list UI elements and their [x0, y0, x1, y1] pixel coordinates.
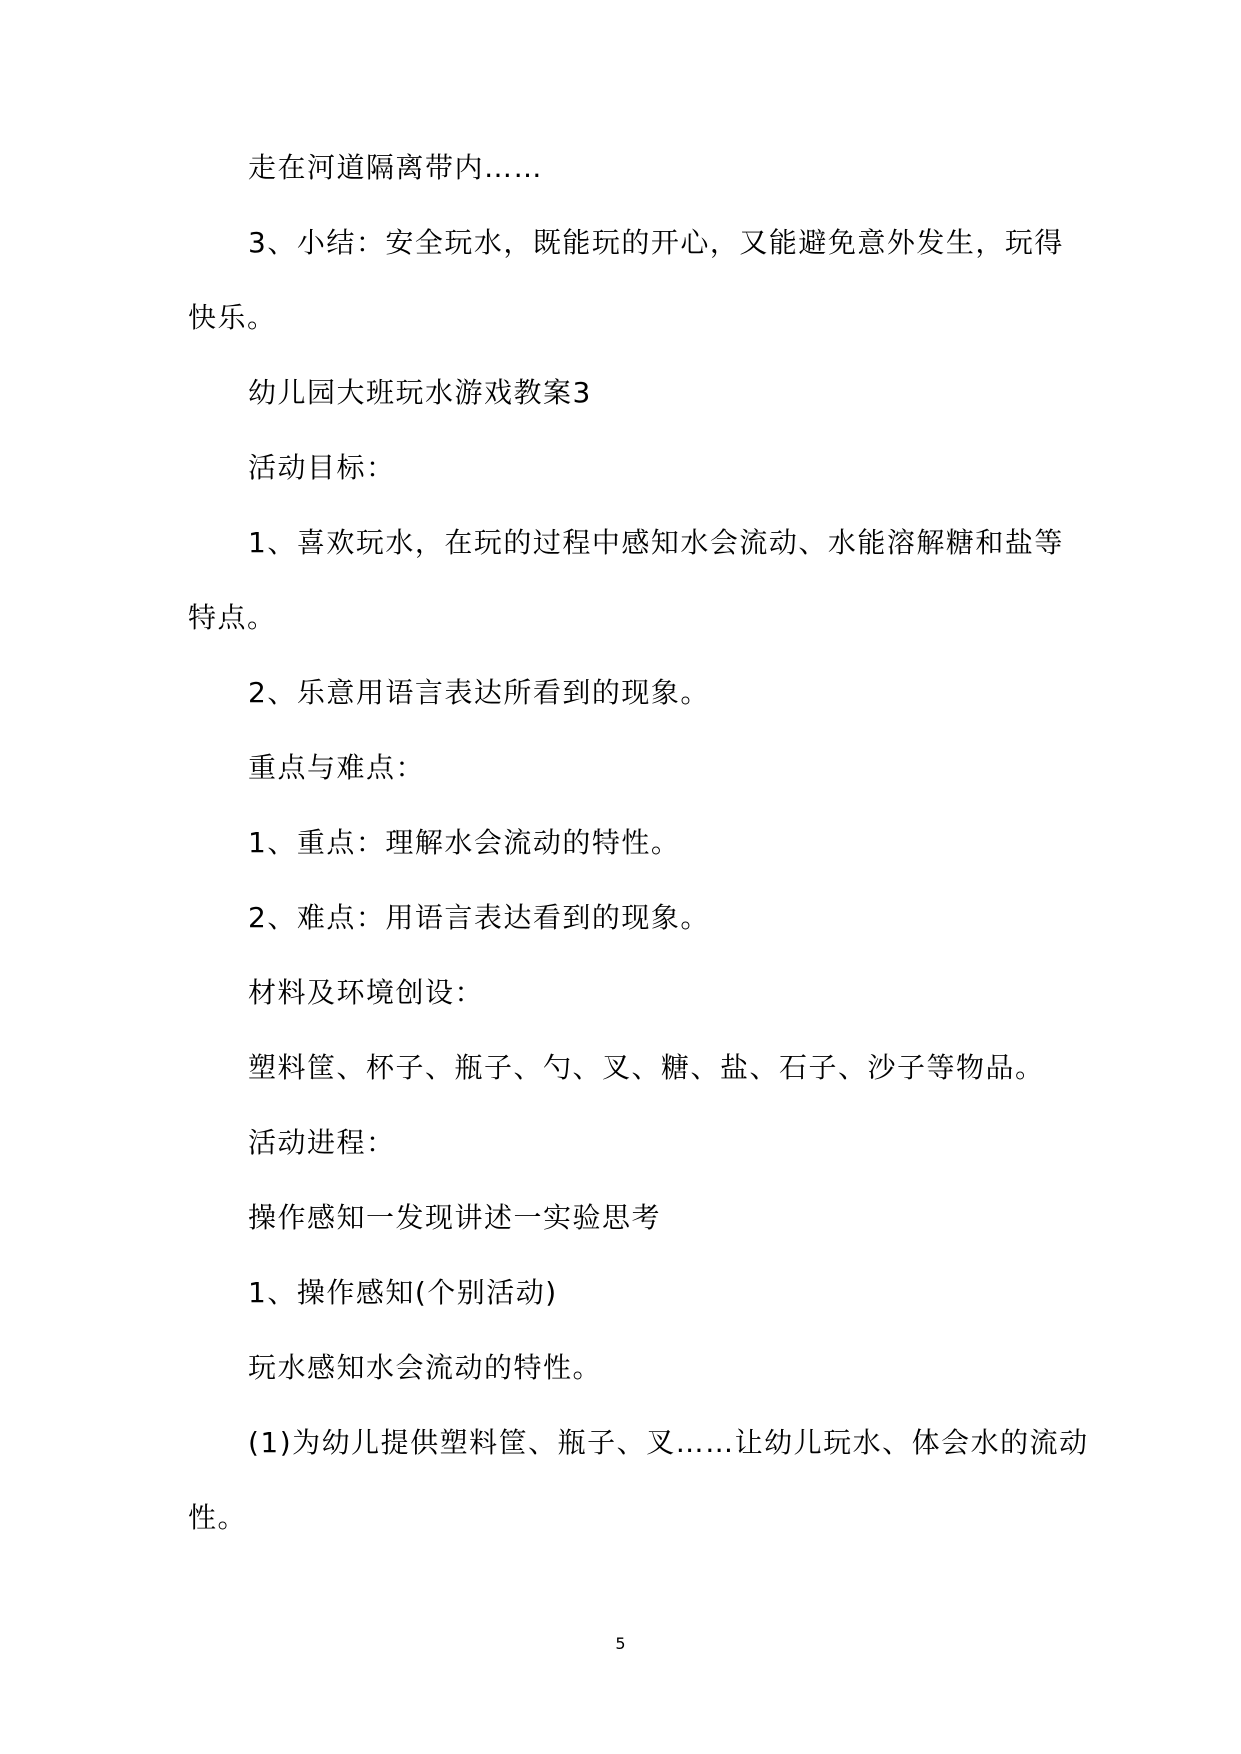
paragraph-line: 活动目标： — [248, 451, 396, 484]
paragraph-line: 性。 — [188, 1501, 248, 1534]
paragraph-line: 特点。 — [188, 601, 277, 634]
paragraph-line: 操作感知一发现讲述一实验思考 — [248, 1201, 662, 1234]
section-heading: 幼儿园大班玩水游戏教案3 — [248, 376, 592, 409]
paragraph-line: 2、乐意用语言表达所看到的现象。 — [248, 676, 710, 709]
paragraph-line: 2、难点：用语言表达看到的现象。 — [248, 901, 710, 934]
paragraph-line: 塑料筐、杯子、瓶子、勺、叉、糖、盐、石子、沙子等物品。 — [248, 1051, 1045, 1084]
paragraph-line: 材料及环境创设： — [248, 976, 485, 1009]
paragraph-line: 1、重点：理解水会流动的特性。 — [248, 826, 681, 859]
paragraph-line: (1)为幼儿提供塑料筐、瓶子、叉……让幼儿玩水、体会水的流动 — [248, 1426, 1089, 1459]
paragraph-line: 活动进程： — [248, 1126, 396, 1159]
page-number: 5 — [615, 1634, 626, 1653]
paragraph-line: 1、操作感知(个别活动) — [248, 1276, 558, 1309]
paragraph-line: 走在河道隔离带内…… — [248, 151, 544, 184]
paragraph-line: 快乐。 — [188, 301, 277, 334]
paragraph-line: 1、喜欢玩水，在玩的过程中感知水会流动、水能溶解糖和盐等 — [248, 526, 1064, 559]
paragraph-line: 重点与难点： — [248, 751, 426, 784]
paragraph-line: 3、小结：安全玩水，既能玩的开心，又能避免意外发生，玩得 — [248, 226, 1064, 259]
paragraph-line: 玩水感知水会流动的特性。 — [248, 1351, 603, 1384]
